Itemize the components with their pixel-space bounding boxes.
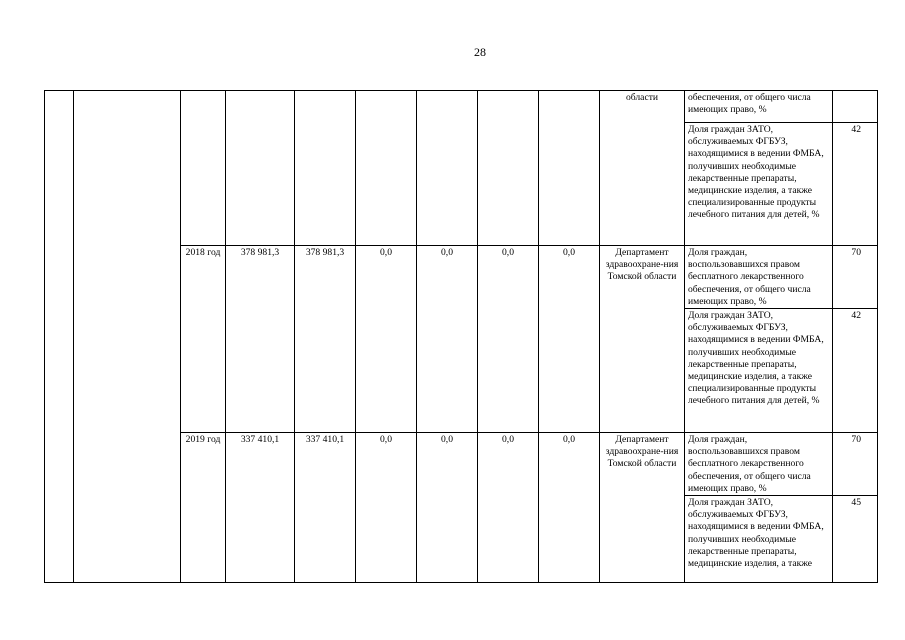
indicator-value: 70 [833, 433, 878, 496]
executor-cell: Департамент здравоохране-ния Томской области [600, 433, 685, 583]
col4-cell: 0,0 [356, 433, 417, 583]
indicator-text: обеспечения, от общего числа имеющих право, % [685, 91, 833, 123]
indicator-text: Доля граждан ЗАТО, обслуживаемых ФГБУЗ, находящимися в ведении ФМБА, получивших необходимые лекарственные препараты, медицинские изделия, а также [685, 496, 833, 583]
col6-cell [478, 91, 539, 246]
col-name-cell [74, 91, 181, 583]
col5-cell [417, 91, 478, 246]
col7-cell: 0,0 [539, 433, 600, 583]
total-cell: 337 410,1 [226, 433, 295, 583]
indicator-value: 42 [833, 309, 878, 433]
col6-cell: 0,0 [478, 246, 539, 433]
col-number-cell [45, 91, 74, 583]
col4-cell: 0,0 [356, 246, 417, 433]
program-table [44, 90, 878, 583]
total-cell [226, 91, 295, 246]
indicator-text: Доля граждан ЗАТО, обслуживаемых ФГБУЗ, находящимися в ведении ФМБА, получивших необходимые лекарственные препараты, медицинские изделия, а также специализированные продукты лечебного питания для детей, % [685, 123, 833, 246]
indicator-value: 45 [833, 496, 878, 583]
col4-cell [356, 91, 417, 246]
col7-cell: 0,0 [539, 246, 600, 433]
year-cell: 2019 год [181, 433, 226, 583]
col7-cell [539, 91, 600, 246]
executor-cell: Департамент здравоохране-ния Томской области [600, 246, 685, 433]
total-cell: 378 981,3 [226, 246, 295, 433]
col5-cell: 0,0 [417, 433, 478, 583]
executor-cell: области [600, 91, 685, 246]
year-cell: 2018 год [181, 246, 226, 433]
indicator-text: Доля граждан, воспользовавшихся правом бесплатного лекарственного обеспечения, от общего числа имеющих право, % [685, 433, 833, 496]
regional-cell [295, 91, 356, 246]
indicator-value [833, 91, 878, 123]
regional-cell: 378 981,3 [295, 246, 356, 433]
regional-cell: 337 410,1 [295, 433, 356, 583]
indicator-value: 42 [833, 123, 878, 246]
page-number: 28 [474, 45, 486, 59]
indicator-text: Доля граждан, воспользовавшихся правом бесплатного лекарственного обеспечения, от общего числа имеющих право, % [685, 246, 833, 309]
table-row [45, 91, 878, 123]
col5-cell: 0,0 [417, 246, 478, 433]
col6-cell: 0,0 [478, 433, 539, 583]
indicator-text: Доля граждан ЗАТО, обслуживаемых ФГБУЗ, находящимися в ведении ФМБА, получивших необходимые лекарственные препараты, медицинские изделия, а также специализированные продукты лечебного питания для детей, % [685, 309, 833, 433]
year-cell [181, 91, 226, 246]
indicator-value: 70 [833, 246, 878, 309]
